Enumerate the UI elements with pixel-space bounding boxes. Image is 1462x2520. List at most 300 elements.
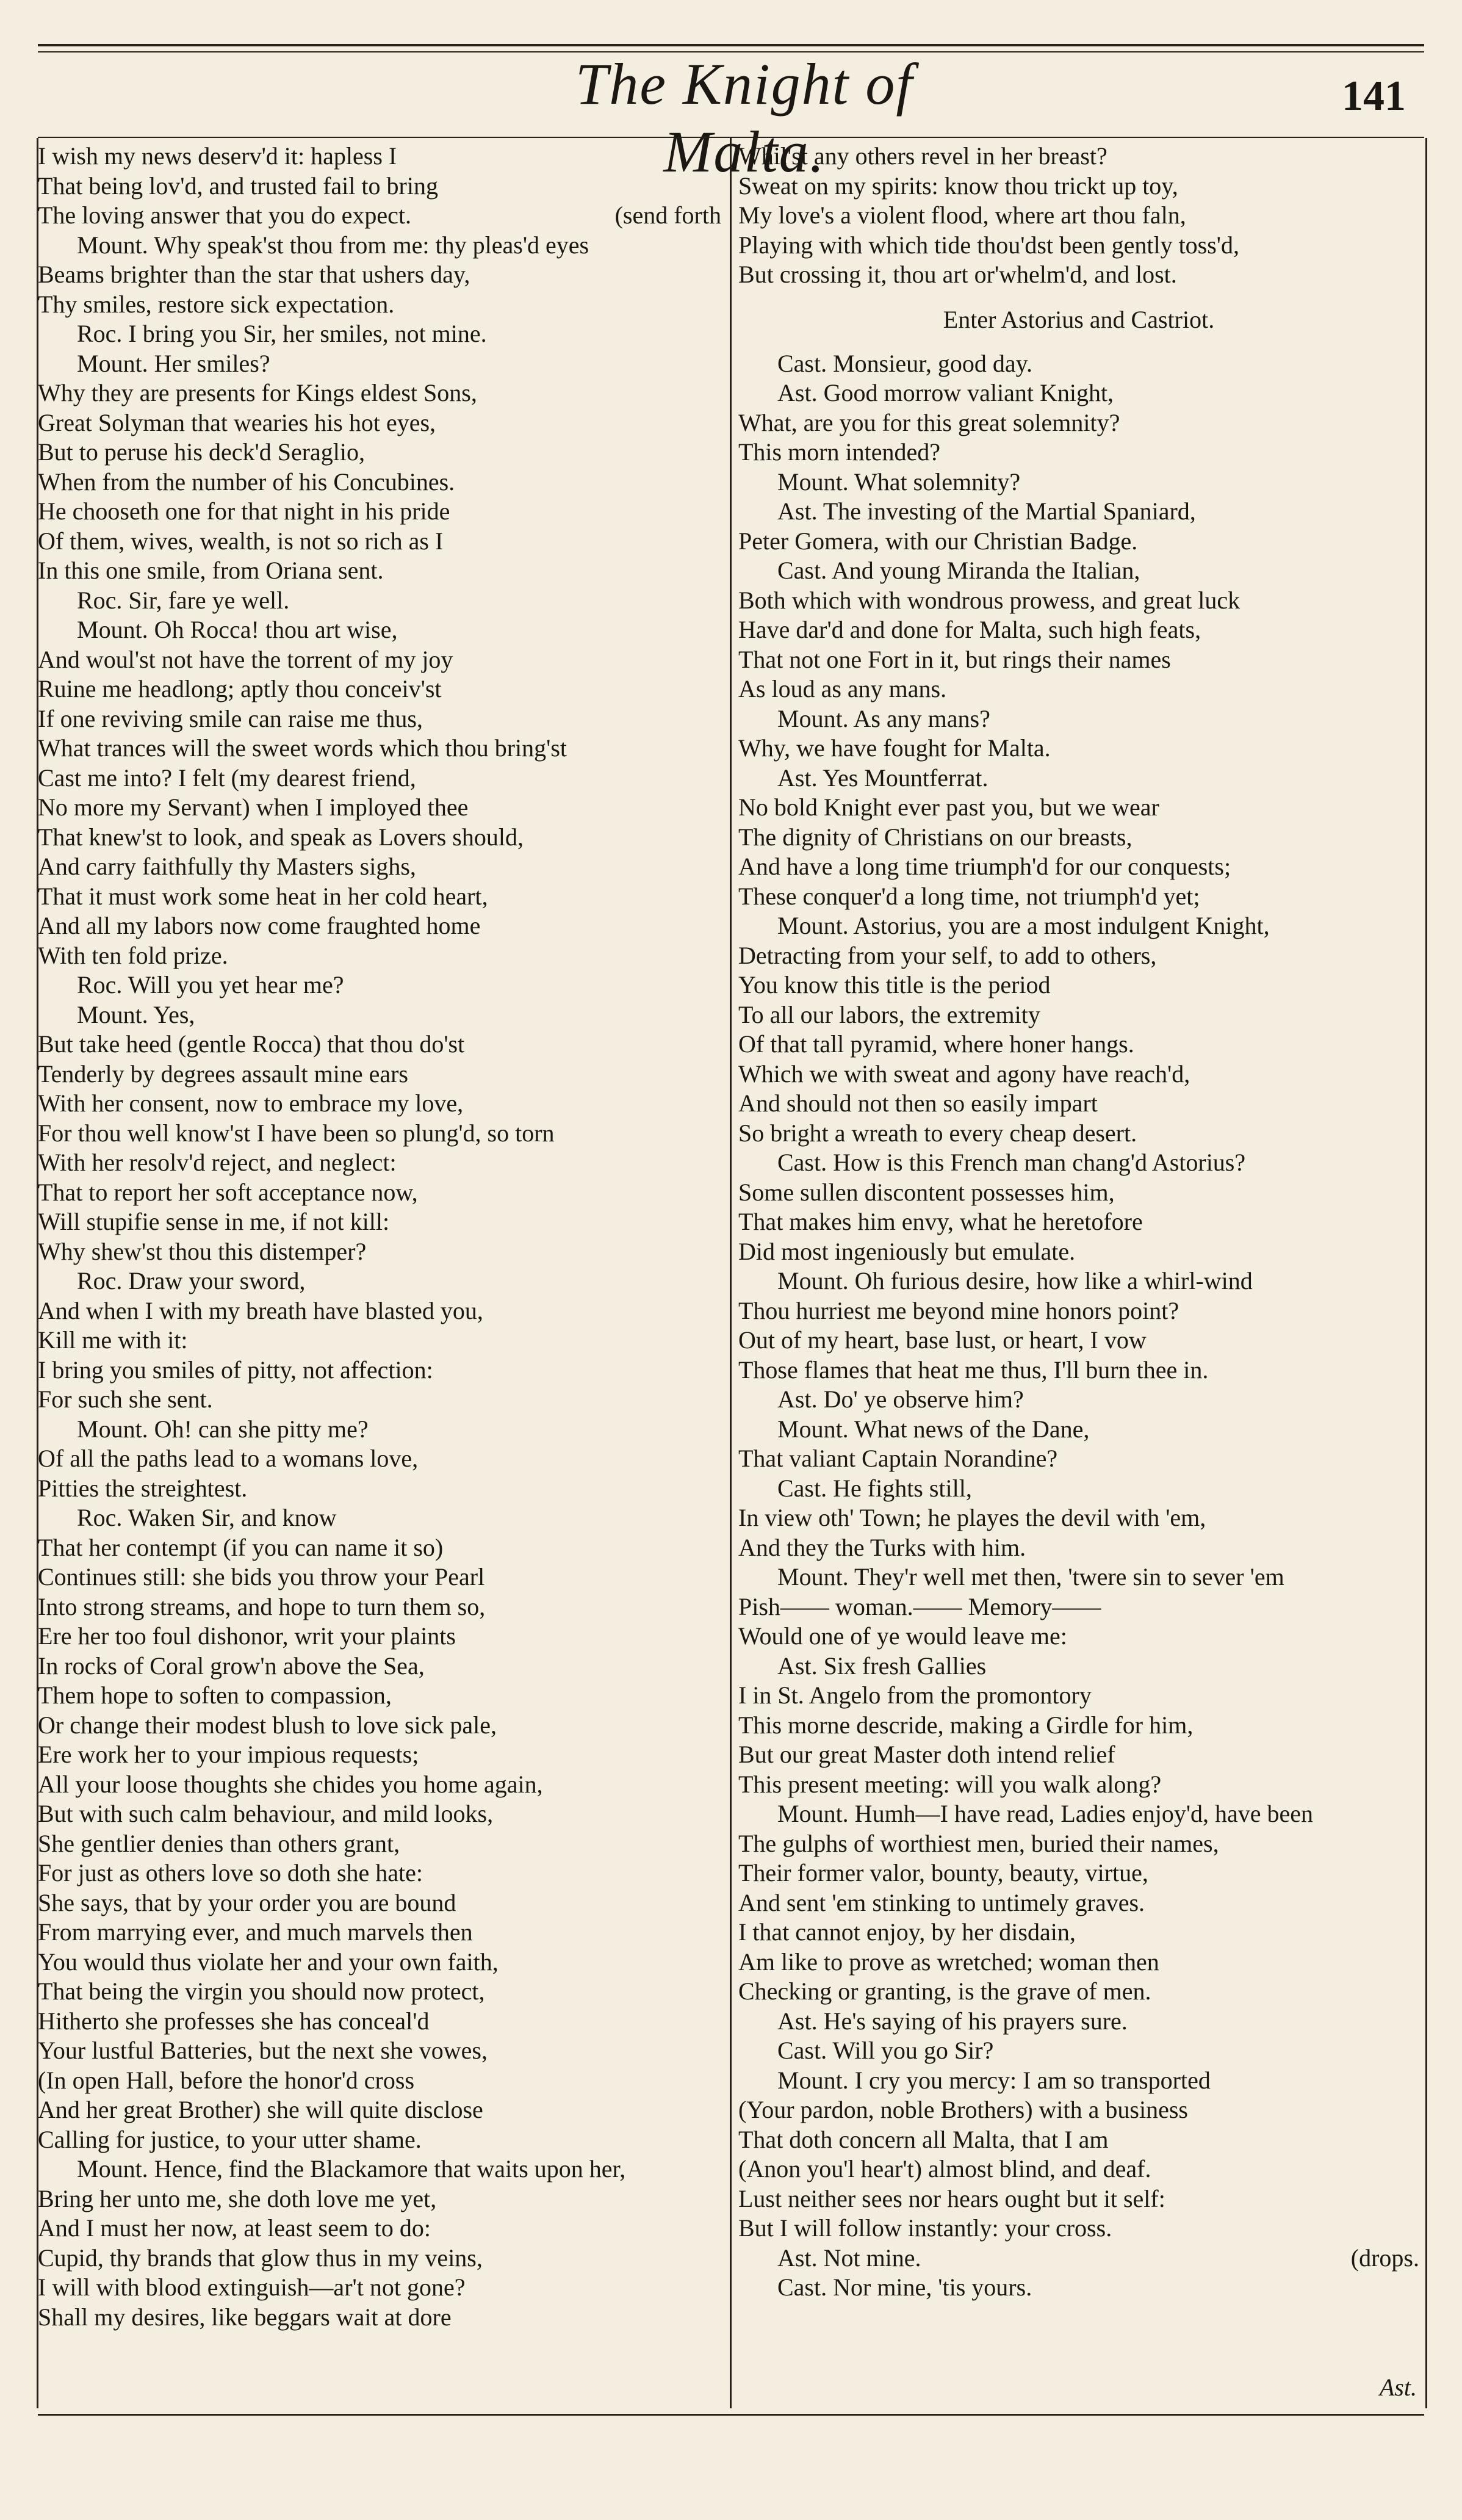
verse-line <box>738 1977 1419 2007</box>
verse-text: And sent 'em stinking to untimely graves. <box>738 1888 1145 1916</box>
left-column <box>38 142 721 2332</box>
verse-text: Ast. Do' ye observe him? <box>777 1385 1024 1413</box>
verse-text: That her contempt (if you can name it so) <box>38 1533 444 1561</box>
verse-text: Pish—— woman.—— Memory—— <box>738 1592 1101 1620</box>
verse-line <box>38 1444 721 1474</box>
verse-text: Or change their modest blush to love sick pale, <box>38 1711 497 1739</box>
verse-text: That not one Fort in it, but rings their names <box>738 645 1171 673</box>
verse-text: When from the number of his Concubines. <box>38 468 455 496</box>
verse-line <box>738 1829 1419 1859</box>
verse-line <box>738 1533 1419 1563</box>
verse-line <box>38 941 721 971</box>
verse-text: Thou hurriest me beyond mine honors point? <box>738 1296 1179 1324</box>
verse-text: As loud as any mans. <box>738 675 947 702</box>
top-rule <box>38 44 1424 46</box>
verse-text: Bring her unto me, she doth love me yet, <box>38 2184 437 2212</box>
verse-line <box>738 1266 1419 1296</box>
verse-line <box>738 1296 1419 1326</box>
verse-text: Checking or granting, is the grave of men. <box>738 1977 1151 2005</box>
verse-line <box>38 1592 721 1622</box>
verse-text: Roc. Will you yet hear me? <box>77 971 344 998</box>
verse-line <box>38 1474 721 1504</box>
verse-text: Ruine me headlong; aptly thou conceiv'st <box>38 675 442 702</box>
verse-text: She gentlier denies than others grant, <box>38 1829 400 1857</box>
verse-line <box>38 2095 721 2125</box>
verse-text: For just as others love so doth she hate: <box>38 1859 423 1886</box>
verse-text: (Anon you'l hear't) almost blind, and deaf. <box>738 2155 1151 2182</box>
verse-line <box>38 1681 721 1711</box>
verse-text: But take heed (gentle Rocca) that thou do'st <box>38 1030 465 1058</box>
verse-text: I that cannot enjoy, by her disdain, <box>738 1918 1076 1946</box>
verse-text: No bold Knight ever past you, but we wear <box>738 793 1159 821</box>
verse-text: That to report her soft acceptance now, <box>38 1178 418 1206</box>
verse-text: Playing with which tide thou'dst been gently toss'd, <box>738 231 1240 259</box>
verse-text: Mount. Astorius, you are a most indulgent Knight, <box>777 912 1270 939</box>
verse-line <box>738 941 1419 971</box>
verse-text: So bright a wreath to every cheap desert. <box>738 1119 1137 1147</box>
verse-text: Mount. What news of the Dane, <box>777 1415 1090 1443</box>
verse-line <box>738 1030 1419 1060</box>
right-column <box>738 142 1419 2303</box>
stage-direction: Enter Astorius and Castriot. <box>943 305 1215 333</box>
verse-text: That knew'st to look, and speak as Lovers should, <box>38 823 524 851</box>
verse-line <box>38 1148 721 1178</box>
verse-line <box>38 1858 721 1888</box>
verse-line <box>38 2184 721 2214</box>
verse-line <box>38 319 721 349</box>
verse-line <box>738 2095 1419 2125</box>
verse-text: No more my Servant) when I imployed thee <box>38 793 469 821</box>
verse-text: Roc. Waken Sir, and know <box>77 1504 337 1531</box>
verse-text: Cast. Will you go Sir? <box>777 2037 994 2064</box>
verse-line <box>738 1237 1419 1267</box>
verse-text: And have a long time triumph'd for our conquests; <box>738 853 1231 880</box>
verse-text: Ast. Six fresh Gallies <box>777 1652 987 1680</box>
verse-line <box>38 645 721 675</box>
verse-text: This morne descride, making a Girdle for him, <box>738 1711 1194 1739</box>
page-number: 141 <box>1342 73 1406 120</box>
verse-line <box>738 1089 1419 1119</box>
verse-line <box>38 823 721 853</box>
verse-line <box>38 438 721 468</box>
verse-text: But our great Master doth intend relief <box>738 1741 1115 1768</box>
verse-text: Would one of ye would leave me: <box>738 1622 1067 1650</box>
verse-text: I bring you smiles of pitty, not affection: <box>38 1356 433 1384</box>
verse-line <box>738 1918 1419 1948</box>
verse-text: Their former valor, bounty, beauty, virtue, <box>738 1859 1148 1886</box>
verse-text: She says, that by your order you are bound <box>38 1888 456 1916</box>
verse-text: In rocks of Coral grow'n above the Sea, <box>38 1652 425 1680</box>
verse-text: Mount. Why speak'st thou from me: thy pleas'd eyes <box>77 231 589 259</box>
verse-text: Have dar'd and done for Malta, such high feats, <box>738 616 1201 643</box>
verse-text: I will with blood extinguish—ar't not gone? <box>38 2273 466 2301</box>
verse-line <box>738 468 1419 497</box>
verse-text: The gulphs of worthiest men, buried their names, <box>738 1829 1219 1857</box>
verse-line <box>38 615 721 645</box>
verse-text: For such she sent. <box>38 1385 213 1413</box>
verse-text: Ast. Yes Mountferrat. <box>777 764 988 792</box>
verse-text: And carry faithfully thy Masters sighs, <box>38 853 416 880</box>
verse-text: Roc. I bring you Sir, her smiles, not mine. <box>77 320 487 347</box>
stage-note: (drops. <box>1350 2244 1419 2272</box>
verse-text: But crossing it, thou art or'whelm'd, and lost. <box>738 261 1177 288</box>
verse-text: Why shew'st thou this distemper? <box>38 1237 367 1265</box>
verse-text: And when I with my breath have blasted you, <box>38 1296 483 1324</box>
verse-text: Both which with wondrous prowess, and great luck <box>738 586 1241 614</box>
verse-line <box>38 468 721 497</box>
verse-line <box>38 1356 721 1385</box>
verse-text: Mount. Her smiles? <box>77 349 270 377</box>
verse-text: I wish my news deserv'd it: hapless I <box>38 142 397 170</box>
verse-line <box>738 852 1419 882</box>
verse-text: Beams brighter than the star that ushers day, <box>38 261 470 288</box>
verse-line <box>738 171 1419 201</box>
verse-text: Ast. Good morrow valiant Knight, <box>777 379 1114 406</box>
verse-line <box>738 1858 1419 1888</box>
verse-text: And should not then so easily impart <box>738 1089 1098 1117</box>
verse-text: Some sullen discontent possesses him, <box>738 1178 1115 1206</box>
verse-text: He chooseth one for that night in his pride <box>38 497 450 525</box>
verse-text: Shall my desires, like beggars wait at dore <box>38 2303 452 2331</box>
verse-line <box>38 142 721 171</box>
verse-text: Cast. And young Miranda the Italian, <box>777 557 1140 584</box>
verse-line <box>738 1415 1419 1445</box>
verse-text: Roc. Sir, fare ye well. <box>77 586 290 614</box>
verse-line <box>38 2303 721 2333</box>
verse-line <box>738 527 1419 557</box>
verse-text: That it must work some heat in her cold heart, <box>38 882 488 910</box>
verse-text: From marrying ever, and much marvels then <box>38 1918 473 1946</box>
verse-text: The dignity of Christians on our breasts, <box>738 823 1133 851</box>
verse-line <box>38 970 721 1000</box>
stage-note: (send forth <box>614 201 721 229</box>
verse-text: Mount. They'r well met then, 'twere sin to sever 'em <box>777 1563 1284 1590</box>
verse-text: Cast me into? I felt (my dearest friend, <box>38 764 416 792</box>
verse-line <box>738 1562 1419 1592</box>
verse-text: Mount. As any mans? <box>777 704 990 732</box>
verse-text: These conquer'd a long time, not triumph'd yet; <box>738 882 1200 910</box>
verse-line <box>38 911 721 941</box>
verse-text: (In open Hall, before the honor'd cross <box>38 2066 415 2094</box>
verse-text: Tenderly by degrees assault mine ears <box>38 1060 408 1088</box>
verse-line <box>38 1178 721 1208</box>
verse-text: And all my labors now come fraughted home <box>38 912 481 939</box>
verse-text: If one reviving smile can raise me thus, <box>38 704 423 732</box>
verse-line <box>738 911 1419 941</box>
verse-line <box>738 764 1419 793</box>
verse-line <box>38 231 721 261</box>
verse-text: Ast. The investing of the Martial Spaniard, <box>777 497 1196 525</box>
verse-text: Cast. How is this French man chang'd Astorius? <box>777 1149 1246 1176</box>
verse-line <box>38 734 721 764</box>
verse-line <box>738 1060 1419 1089</box>
verse-line <box>738 615 1419 645</box>
catchword: Ast. <box>1379 2374 1417 2401</box>
verse-line <box>738 1444 1419 1474</box>
verse-line <box>738 793 1419 823</box>
verse-text: But I will follow instantly: your cross. <box>738 2214 1112 2242</box>
verse-text: Calling for justice, to your utter shame. <box>38 2125 422 2153</box>
verse-line <box>738 2125 1419 2155</box>
verse-text: Cast. Monsieur, good day. <box>777 349 1032 377</box>
verse-text: This morn intended? <box>738 438 941 466</box>
verse-text: Mount. Oh Rocca! thou art wise, <box>77 616 398 643</box>
verse-text: Mount. Yes, <box>77 1000 195 1028</box>
verse-line <box>38 1533 721 1563</box>
verse-line <box>38 1622 721 1652</box>
verse-text: With her resolv'd reject, and neglect: <box>38 1149 397 1176</box>
verse-text: Mount. Oh! can she pitty me? <box>77 1415 369 1443</box>
verse-text: And woul'st not have the torrent of my joy <box>38 645 453 673</box>
verse-line <box>738 1207 1419 1237</box>
verse-text: For thou well know'st I have been so plung'd, so torn <box>38 1119 555 1147</box>
verse-line <box>38 1948 721 1977</box>
verse-text: Am like to prove as wretched; woman then <box>738 1948 1159 1976</box>
verse-line <box>738 1681 1419 1711</box>
verse-line <box>738 201 1419 231</box>
verse-text: But with such calm behaviour, and mild looks, <box>38 1800 494 1827</box>
verse-line <box>738 2244 1419 2273</box>
verse-line <box>738 1652 1419 1681</box>
verse-text: Mount. Humh—I have read, Ladies enjoy'd, have been <box>777 1800 1314 1827</box>
verse-line <box>38 408 721 438</box>
verse-text: All your loose thoughts she chides you home again, <box>38 1770 543 1798</box>
verse-line <box>738 1356 1419 1385</box>
verse-line <box>38 1237 721 1267</box>
verse-text: You would thus violate her and your own faith, <box>38 1948 499 1976</box>
verse-text: Peter Gomera, with our Christian Badge. <box>738 527 1138 555</box>
verse-text: To all our labors, the extremity <box>738 1000 1040 1028</box>
verse-text: Out of my heart, base lust, or heart, I vow <box>738 1326 1147 1354</box>
right-border <box>1425 138 1427 2408</box>
verse-text: And I must her now, at least seem to do: <box>38 2214 431 2242</box>
verse-text: Those flames that heat me thus, I'll burn thee in. <box>738 1356 1209 1384</box>
verse-line <box>38 1799 721 1829</box>
bottom-rule <box>38 2414 1424 2416</box>
verse-line <box>38 704 721 734</box>
verse-text: Sweat on my spirits: know thou trickt up toy, <box>738 171 1178 200</box>
verse-text: Ere her too foul dishonor, writ your plaints <box>38 1622 456 1650</box>
verse-line <box>738 645 1419 675</box>
verse-text: Continues still: she bids you throw your Pearl <box>38 1563 485 1590</box>
verse-text: (Your pardon, noble Brothers) with a business <box>738 2096 1188 2123</box>
verse-line <box>38 2154 721 2184</box>
verse-text: This present meeting: will you walk along? <box>738 1770 1162 1798</box>
verse-line <box>38 674 721 704</box>
verse-line <box>38 852 721 882</box>
verse-line <box>38 1888 721 1918</box>
verse-line <box>38 1030 721 1060</box>
verse-line <box>38 764 721 793</box>
verse-line <box>738 260 1419 290</box>
verse-text: You know this title is the period <box>738 971 1051 998</box>
verse-text: Into strong streams, and hope to turn them so, <box>38 1592 486 1620</box>
verse-text: Of them, wives, wealth, is not so rich as I <box>38 527 444 555</box>
verse-line <box>738 408 1419 438</box>
verse-line <box>38 1652 721 1681</box>
verse-text: Hitherto she professes she has conceal'd <box>38 2007 430 2035</box>
verse-line <box>738 1888 1419 1918</box>
verse-line <box>38 1740 721 1770</box>
verse-line <box>38 1266 721 1296</box>
verse-text: Ere work her to your impious requests; <box>38 1741 419 1768</box>
verse-line <box>738 586 1419 616</box>
verse-line <box>738 823 1419 853</box>
verse-line <box>738 349 1419 379</box>
verse-line <box>38 2007 721 2037</box>
verse-line <box>38 1385 721 1415</box>
verse-text: What, are you for this great solemnity? <box>738 408 1120 436</box>
verse-line <box>738 674 1419 704</box>
verse-line <box>738 142 1419 171</box>
verse-text: Mount. What solemnity? <box>777 468 1021 496</box>
verse-line <box>738 556 1419 586</box>
column-divider <box>730 138 732 2408</box>
verse-line <box>738 2066 1419 2096</box>
verse-text: Why, we have fought for Malta. <box>738 734 1051 762</box>
verse-line <box>738 1740 1419 1770</box>
verse-text: My love's a violent flood, where art thou faln, <box>738 201 1186 229</box>
verse-line <box>738 2184 1419 2214</box>
verse-text: Of that tall pyramid, where honer hangs. <box>738 1030 1134 1058</box>
verse-line <box>38 1296 721 1326</box>
verse-line <box>38 1829 721 1859</box>
verse-text: Will stupifie sense in me, if not kill: <box>38 1208 390 1235</box>
verse-line <box>38 1918 721 1948</box>
verse-line <box>38 1060 721 1089</box>
verse-line <box>38 1326 721 1356</box>
verse-line <box>38 2214 721 2244</box>
verse-line <box>738 1148 1419 1178</box>
verse-line <box>738 882 1419 912</box>
verse-line <box>738 1711 1419 1741</box>
verse-line <box>38 527 721 557</box>
verse-line <box>38 1503 721 1533</box>
verse-line <box>38 201 721 231</box>
verse-text: But to peruse his deck'd Seraglio, <box>38 438 365 466</box>
verse-text: Lust neither sees nor hears ought but it self: <box>738 2184 1165 2212</box>
verse-line <box>738 2154 1419 2184</box>
verse-line <box>738 1474 1419 1504</box>
verse-text: Cast. Nor mine, 'tis yours. <box>777 2273 1032 2301</box>
verse-line <box>738 1326 1419 1356</box>
verse-line <box>38 2036 721 2066</box>
verse-text: I in St. Angelo from the promontory <box>738 1681 1092 1709</box>
verse-line <box>38 1711 721 1741</box>
verse-line <box>738 2007 1419 2037</box>
verse-line <box>38 349 721 379</box>
verse-line <box>38 1000 721 1030</box>
verse-text: Great Solyman that wearies his hot eyes, <box>38 408 436 436</box>
running-title: The Knight of Malta. <box>575 51 914 184</box>
verse-text: That being the virgin you should now protect, <box>38 1977 485 2005</box>
verse-line <box>738 1770 1419 1800</box>
verse-line <box>738 378 1419 408</box>
verse-line <box>738 1592 1419 1622</box>
verse-line <box>38 2273 721 2303</box>
verse-line <box>738 438 1419 468</box>
verse-text: That valiant Captain Norandine? <box>738 1445 1058 1472</box>
verse-line <box>738 231 1419 261</box>
verse-line <box>38 260 721 290</box>
verse-text: And her great Brother) she will quite disclose <box>38 2096 483 2123</box>
verse-text: That doth concern all Malta, that I am <box>738 2125 1109 2153</box>
verse-text: The loving answer that you do expect. <box>38 201 412 229</box>
verse-line <box>38 290 721 320</box>
verse-text: That being lov'd, and trusted fail to bring <box>38 171 438 200</box>
verse-line <box>38 1562 721 1592</box>
verse-text: In view oth' Town; he playes the devil with 'em, <box>738 1504 1206 1531</box>
verse-text: What trances will the sweet words which thou bring'st <box>38 734 567 762</box>
verse-line <box>738 497 1419 527</box>
verse-line <box>38 1770 721 1800</box>
verse-text: Mount. Hence, find the Blackamore that waits upon her, <box>77 2155 626 2182</box>
verse-line <box>38 378 721 408</box>
verse-line <box>38 1089 721 1119</box>
verse-text: Roc. Draw your sword, <box>77 1267 306 1294</box>
verse-text: Kill me with it: <box>38 1326 188 1354</box>
verse-line <box>38 1415 721 1445</box>
verse-line <box>38 2244 721 2273</box>
verse-line <box>38 882 721 912</box>
verse-line <box>738 1503 1419 1533</box>
verse-text: Ast. Not mine. <box>777 2244 921 2272</box>
verse-line <box>38 793 721 823</box>
verse-line <box>738 1000 1419 1030</box>
verse-text: And they the Turks with him. <box>738 1533 1026 1561</box>
verse-line <box>38 2066 721 2096</box>
verse-text: With her consent, now to embrace my love, <box>38 1089 464 1117</box>
verse-line <box>738 1622 1419 1652</box>
verse-line <box>38 1119 721 1149</box>
verse-line <box>738 1119 1419 1149</box>
verse-line <box>738 734 1419 764</box>
verse-text: Detracting from your self, to add to others, <box>738 941 1157 969</box>
verse-line <box>738 704 1419 734</box>
verse-text: With ten fold prize. <box>38 941 228 969</box>
verse-text: Mount. I cry you mercy: I am so transported <box>777 2066 1211 2094</box>
verse-text: Did most ingeniously but emulate. <box>738 1237 1076 1265</box>
verse-line <box>738 2273 1419 2303</box>
verse-text: Ast. He's saying of his prayers sure. <box>777 2007 1128 2035</box>
verse-text: That makes him envy, what he heretofore <box>738 1208 1143 1235</box>
verse-line <box>38 1207 721 1237</box>
verse-text: Them hope to soften to compassion, <box>38 1681 392 1709</box>
verse-line <box>738 2036 1419 2066</box>
verse-text: In this one smile, from Oriana sent. <box>38 557 384 584</box>
verse-text: Which we with sweat and agony have reach'd, <box>738 1060 1190 1088</box>
verse-line <box>38 497 721 527</box>
verse-text: Cupid, thy brands that glow thus in my veins, <box>38 2244 483 2272</box>
verse-line <box>738 1385 1419 1415</box>
verse-text: Why they are presents for Kings eldest Sons, <box>38 379 477 406</box>
verse-line <box>38 586 721 616</box>
verse-line <box>738 2214 1419 2244</box>
verse-line <box>38 2125 721 2155</box>
verse-line <box>738 1799 1419 1829</box>
verse-text: Your lustful Batteries, but the next she vowes, <box>38 2037 488 2064</box>
verse-line <box>38 1977 721 2007</box>
verse-line <box>738 1178 1419 1208</box>
verse-text: Of all the paths lead to a womans love, <box>38 1445 419 1472</box>
verse-text: Mount. Oh furious desire, how like a whirl-wind <box>777 1267 1253 1294</box>
verse-line <box>38 556 721 586</box>
verse-text: Whil'st any others revel in her breast? <box>738 142 1107 170</box>
verse-text: Thy smiles, restore sick expectation. <box>38 290 395 318</box>
verse-line <box>738 970 1419 1000</box>
verse-text: Cast. He fights still, <box>777 1474 972 1502</box>
verse-line <box>38 171 721 201</box>
